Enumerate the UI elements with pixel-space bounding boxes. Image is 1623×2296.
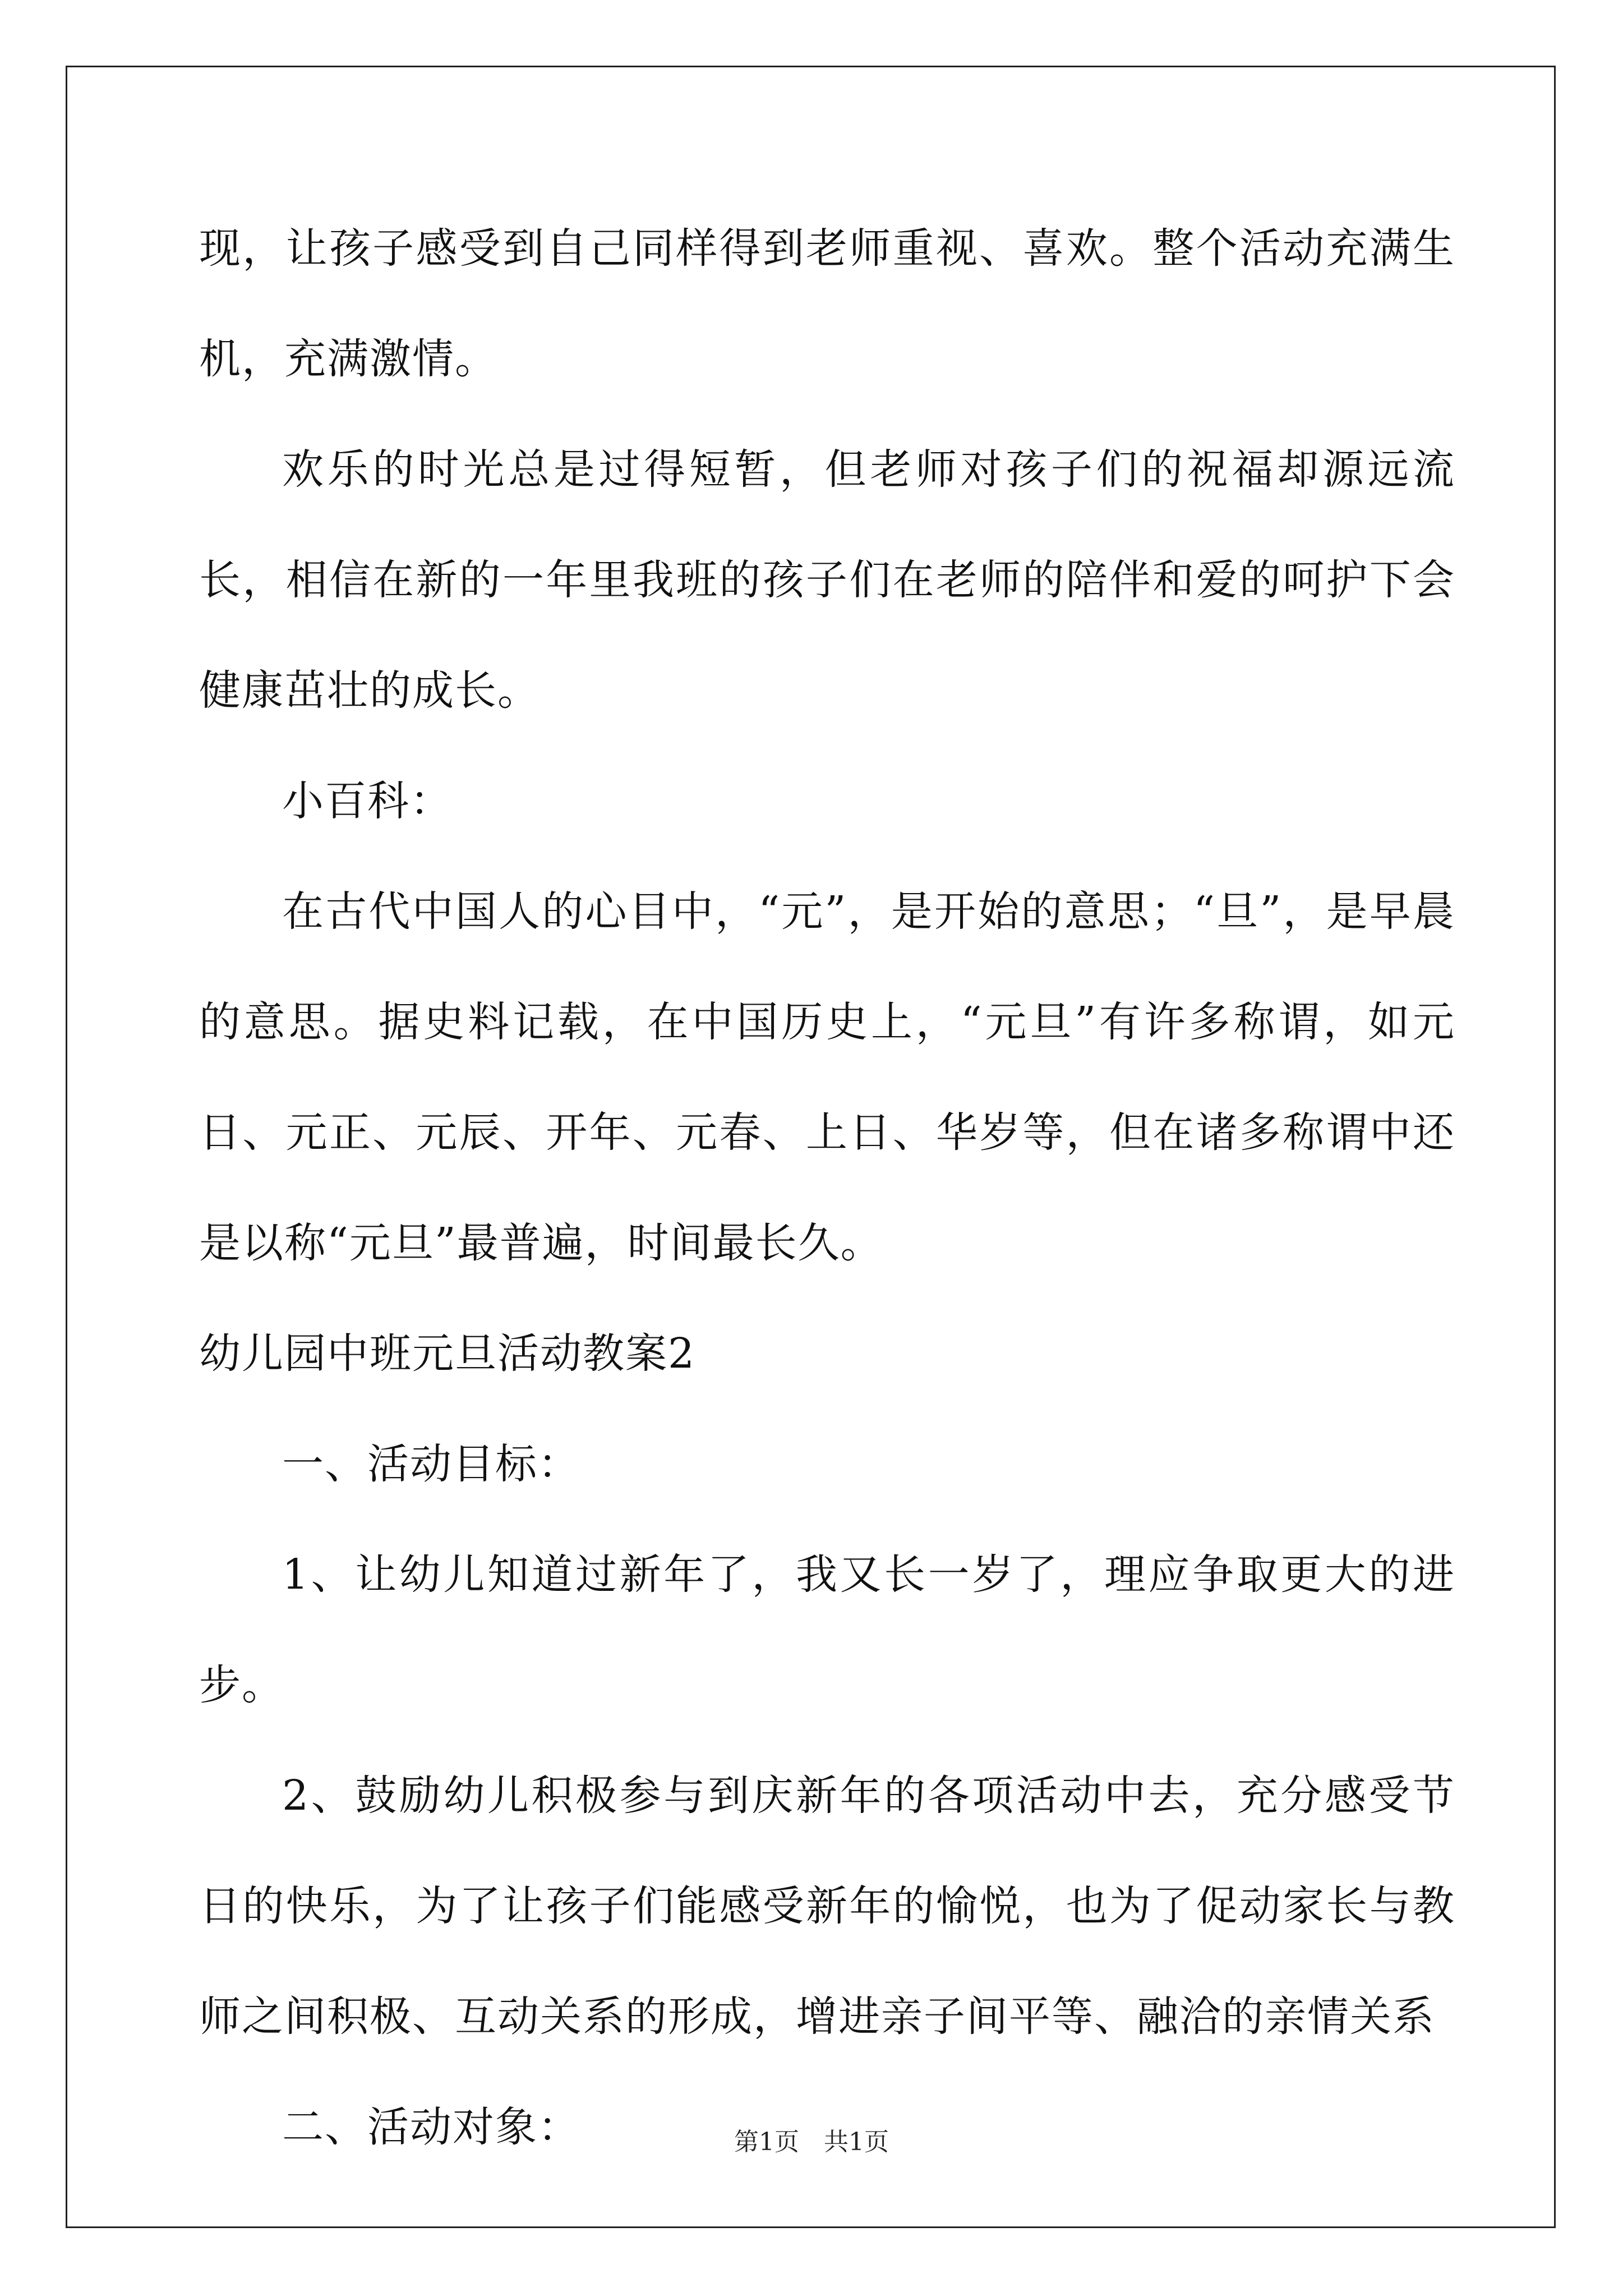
paragraph-blessing: 欢乐的时光总是过得短暂，但老师对孩子们的祝福却源远流长，相信在新的一年里我班的孩子们在老师的陪伴和爱的呵护下会健康茁壮的成长。 <box>199 445 1455 715</box>
page-number-footer: 第1页 共1页 <box>734 2128 889 2156</box>
goal-item-1: 1、让幼儿知道过新年了，我又长一岁了，理应争取更大的进步。 <box>199 1550 1455 1709</box>
section-title: 幼儿园中班元旦活动教案2 <box>199 1329 696 1378</box>
paragraph-yuandan-history: 在古代中国人的心目中，“元”，是开始的意思；“旦”，是早晨的意思。据史料记载，在中国历史上，“元旦”有许多称谓，如元日、元正、元辰、开年、元春、上日、华岁等，但在诸多称谓中还是以称“元旦”最普遍，时间最长久。 <box>199 887 1455 1267</box>
goal-item-2: 2、鼓励幼儿积极参与到庆新年的各项活动中去，充分感受节日的快乐，为了让孩子们能感受新年的愉悦，也为了促动家长与教师之间积极、互动关系的形成，增进亲子间平等、融洽的亲情关系 <box>199 1772 1455 2041</box>
heading-activity-target: 二、活动对象： <box>282 2103 580 2151</box>
paragraph-continuation: 现，让孩子感受到自己同样得到老师重视、喜欢。整个活动充满生机，充满激情。 <box>199 224 1455 383</box>
paragraph-encyclopedia-heading: 小百科： <box>282 777 453 825</box>
document-body <box>199 194 1455 2183</box>
heading-activity-goals: 一、活动目标： <box>282 1440 580 1488</box>
